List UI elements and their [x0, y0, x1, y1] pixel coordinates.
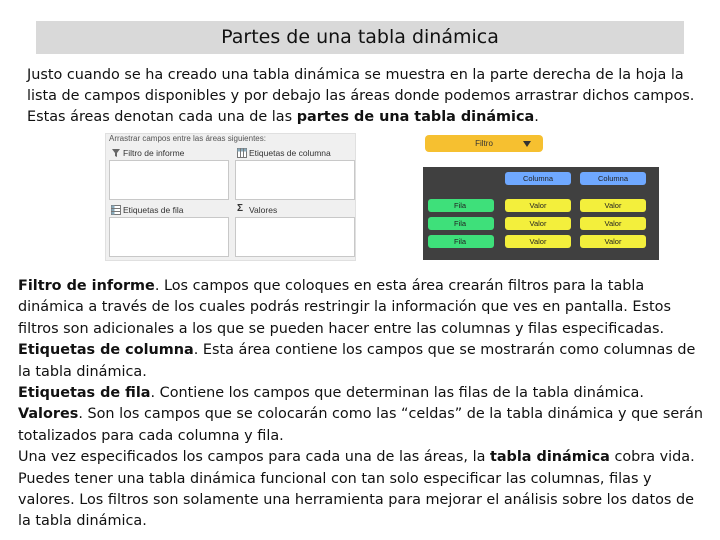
- field-areas-panel: [105, 133, 356, 261]
- report-filter-term: Filtro de informe: [18, 278, 155, 294]
- column-pill: Columna: [505, 172, 571, 185]
- value-pill: Valor: [505, 217, 571, 230]
- closing-paragraph: [18, 447, 708, 533]
- intro-text: Justo cuando se ha creado una tabla dinámica se muestra en la parte derecha de la hoja la lista de campos disponibles y por debajo las áreas donde podemos arrastrar dichos campos. Estas áreas denotan cada una de las: [27, 67, 695, 125]
- column-labels-label: Etiquetas de columna: [249, 148, 331, 158]
- filter-pill: [425, 135, 543, 152]
- column-labels-area: [235, 146, 355, 200]
- report-filter-label: Filtro de informe: [123, 148, 185, 158]
- pivot-grid: [423, 167, 659, 260]
- column-labels-drop-zone[interactable]: [235, 160, 355, 200]
- column-labels-description: [18, 340, 708, 383]
- column-labels-header: [235, 146, 355, 160]
- filter-pill-label: Filtro: [475, 139, 493, 148]
- value-pill: Valor: [580, 199, 646, 212]
- column-labels-icon: [237, 148, 247, 158]
- row-labels-icon: [111, 205, 121, 215]
- report-filter-area: [109, 146, 229, 200]
- intro-bold: partes de una tabla dinámica: [296, 109, 535, 125]
- intro-text-end: .: [534, 109, 539, 125]
- row-labels-area: [109, 203, 229, 257]
- values-header: [235, 203, 355, 217]
- row-labels-label: Etiquetas de fila: [123, 205, 184, 215]
- value-pill: Valor: [505, 199, 571, 212]
- description-block: [18, 276, 708, 533]
- row-pill: Fila: [428, 217, 494, 230]
- closing-bold: tabla dinámica: [489, 449, 610, 466]
- column-pill: Columna: [580, 172, 646, 185]
- column-labels-term: Etiquetas de columna: [18, 342, 194, 359]
- row-labels-term: Etiquetas de fila: [18, 385, 151, 402]
- closing-text: Una vez especificados los campos para cada una de las áreas, la: [18, 449, 490, 466]
- row-labels-header: [109, 203, 229, 217]
- dropdown-arrow-icon: [523, 141, 531, 147]
- field-areas-hint: Arrastrar campos entre las áreas siguientes:: [109, 134, 266, 143]
- column-labels-text: . Esta área contiene los campos que se mostrarán como columnas de la tabla dinámica.: [18, 342, 696, 380]
- values-text: . Son los campos que se colocarán como las “celdas” de la tabla dinámica y que serán totalizados para cada columna y fila.: [18, 406, 704, 444]
- row-labels-text: . Contiene los campos que determinan las filas de la tabla dinámica.: [150, 385, 644, 402]
- value-pill: Valor: [505, 235, 571, 248]
- values-label: Valores: [249, 205, 278, 215]
- sigma-icon: Σ: [237, 203, 244, 214]
- row-pill: Fila: [428, 199, 494, 212]
- report-filter-text: . Los campos que coloques en esta área crearán filtros para la tabla dinámica a través de los cuales podrás restringir la información que ves en pantalla. Estos filtros son adicionales a los que se pueden hacer entre las columnas y filas especificadas.: [18, 278, 671, 337]
- report-filter-description: [18, 276, 708, 340]
- row-labels-drop-zone[interactable]: [109, 217, 229, 257]
- intro-paragraph: [27, 65, 707, 128]
- row-pill: Fila: [428, 235, 494, 248]
- filter-icon: [111, 148, 121, 158]
- report-filter-drop-zone[interactable]: [109, 160, 229, 200]
- page-title: Partes de una tabla dinámica: [36, 21, 684, 54]
- values-area: [235, 203, 355, 257]
- values-description: [18, 404, 708, 447]
- row-labels-description: [18, 383, 708, 404]
- report-filter-header: [109, 146, 229, 160]
- value-pill: Valor: [580, 217, 646, 230]
- values-drop-zone[interactable]: [235, 217, 355, 257]
- closing-text-end: cobra vida. Puedes tener una tabla dinámica funcional con tan solo especificar las columnas, filas y valores. Los filtros son solamente una herramienta para mejorar el análisis sobre los datos de la tabla dinámica.: [18, 449, 695, 530]
- pivot-diagram: [423, 132, 659, 260]
- values-term: Valores: [18, 406, 79, 423]
- value-pill: Valor: [580, 235, 646, 248]
